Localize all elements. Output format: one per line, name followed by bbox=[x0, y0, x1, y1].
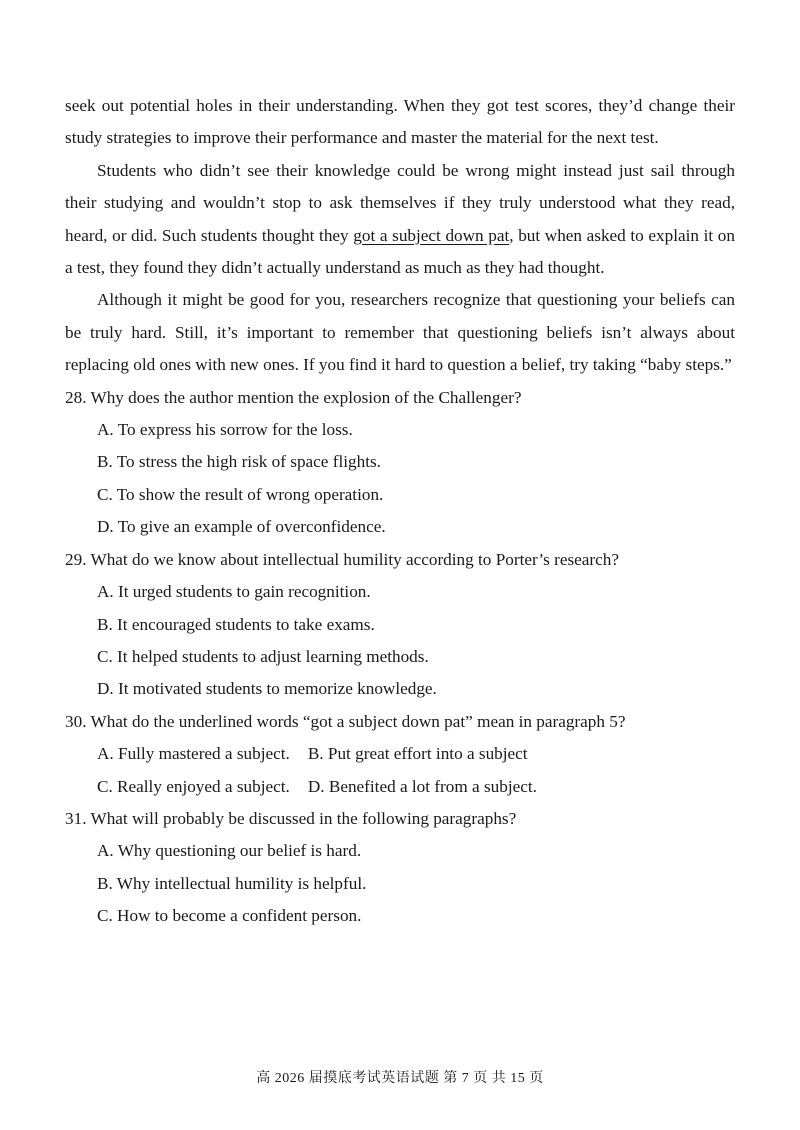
question-30-options-row-2 bbox=[65, 771, 735, 803]
question-30-option-d: D. Benefited a lot from a subject. bbox=[307, 776, 537, 796]
question-31-stem: 31. What will probably be discussed in the following paragraphs? bbox=[65, 808, 517, 828]
question-30-option-c: C. Really enjoyed a subject. bbox=[97, 776, 290, 796]
question-29-option-b: B. It encouraged students to take exams. bbox=[97, 614, 375, 634]
page-footer: 高 2026 届摸底考试英语试题 第 7 页 共 15 页 bbox=[256, 1071, 544, 1086]
question-29-option-a: A. It urged students to gain recognition. bbox=[97, 582, 371, 602]
paragraph-5-text-before: Students who didn’t see their knowledge could be wrong might instead just sail through their studying and wouldn’t stop to ask themselves if they truly understood what they read, heard, or did. Such students thought they bbox=[65, 160, 735, 245]
passage-paragraph-5 bbox=[65, 155, 735, 285]
question-30-options-row-1 bbox=[65, 738, 735, 770]
exam-page bbox=[65, 90, 735, 933]
question-31-option-a: A. Why questioning our belief is hard. bbox=[97, 841, 362, 861]
question-28-stem: 28. Why does the author mention the explosion of the Challenger? bbox=[65, 387, 522, 407]
question-28-option-d: D. To give an example of overconfidence. bbox=[97, 517, 386, 537]
question-28-option-b: B. To stress the high risk of space flights. bbox=[97, 452, 381, 472]
question-30-stem: 30. What do the underlined words “got a subject down pat” mean in paragraph 5? bbox=[65, 711, 626, 731]
question-28-option-c: C. To show the result of wrong operation. bbox=[97, 484, 384, 504]
question-30-option-a: A. Fully mastered a subject. bbox=[97, 744, 290, 764]
question-29-stem: 29. What do we know about intellectual humility according to Porter’s research? bbox=[65, 549, 619, 569]
passage-paragraph-continued: seek out potential holes in their understanding. When they got test scores, they’d change their study strategies to improve their performance and master the material for the next test. bbox=[65, 96, 735, 148]
paragraph-5-text-after: , but when asked to explain it on a test, they found they didn’t actually understand as much as they had thought. bbox=[65, 225, 735, 278]
question-28-option-a: A. To express his sorrow for the loss. bbox=[97, 420, 353, 440]
question-29-option-d: D. It motivated students to memorize knowledge. bbox=[97, 679, 437, 699]
question-31-option-b: B. Why intellectual humility is helpful. bbox=[97, 873, 367, 893]
underlined-phrase: got a subject down pat bbox=[353, 225, 510, 245]
question-31-option-c: C. How to become a confident person. bbox=[97, 906, 362, 926]
question-29-option-c: C. It helped students to adjust learning methods. bbox=[97, 646, 429, 666]
passage-paragraph-6: Although it might be good for you, researchers recognize that questioning your beliefs can be truly hard. Still, it’s important to remember that questioning beliefs isn’t always about replacing old ones with new ones. If you find it hard to question a belief, try taking “baby steps.” bbox=[65, 290, 735, 375]
question-30-option-b: B. Put great effort into a subject bbox=[307, 744, 528, 764]
